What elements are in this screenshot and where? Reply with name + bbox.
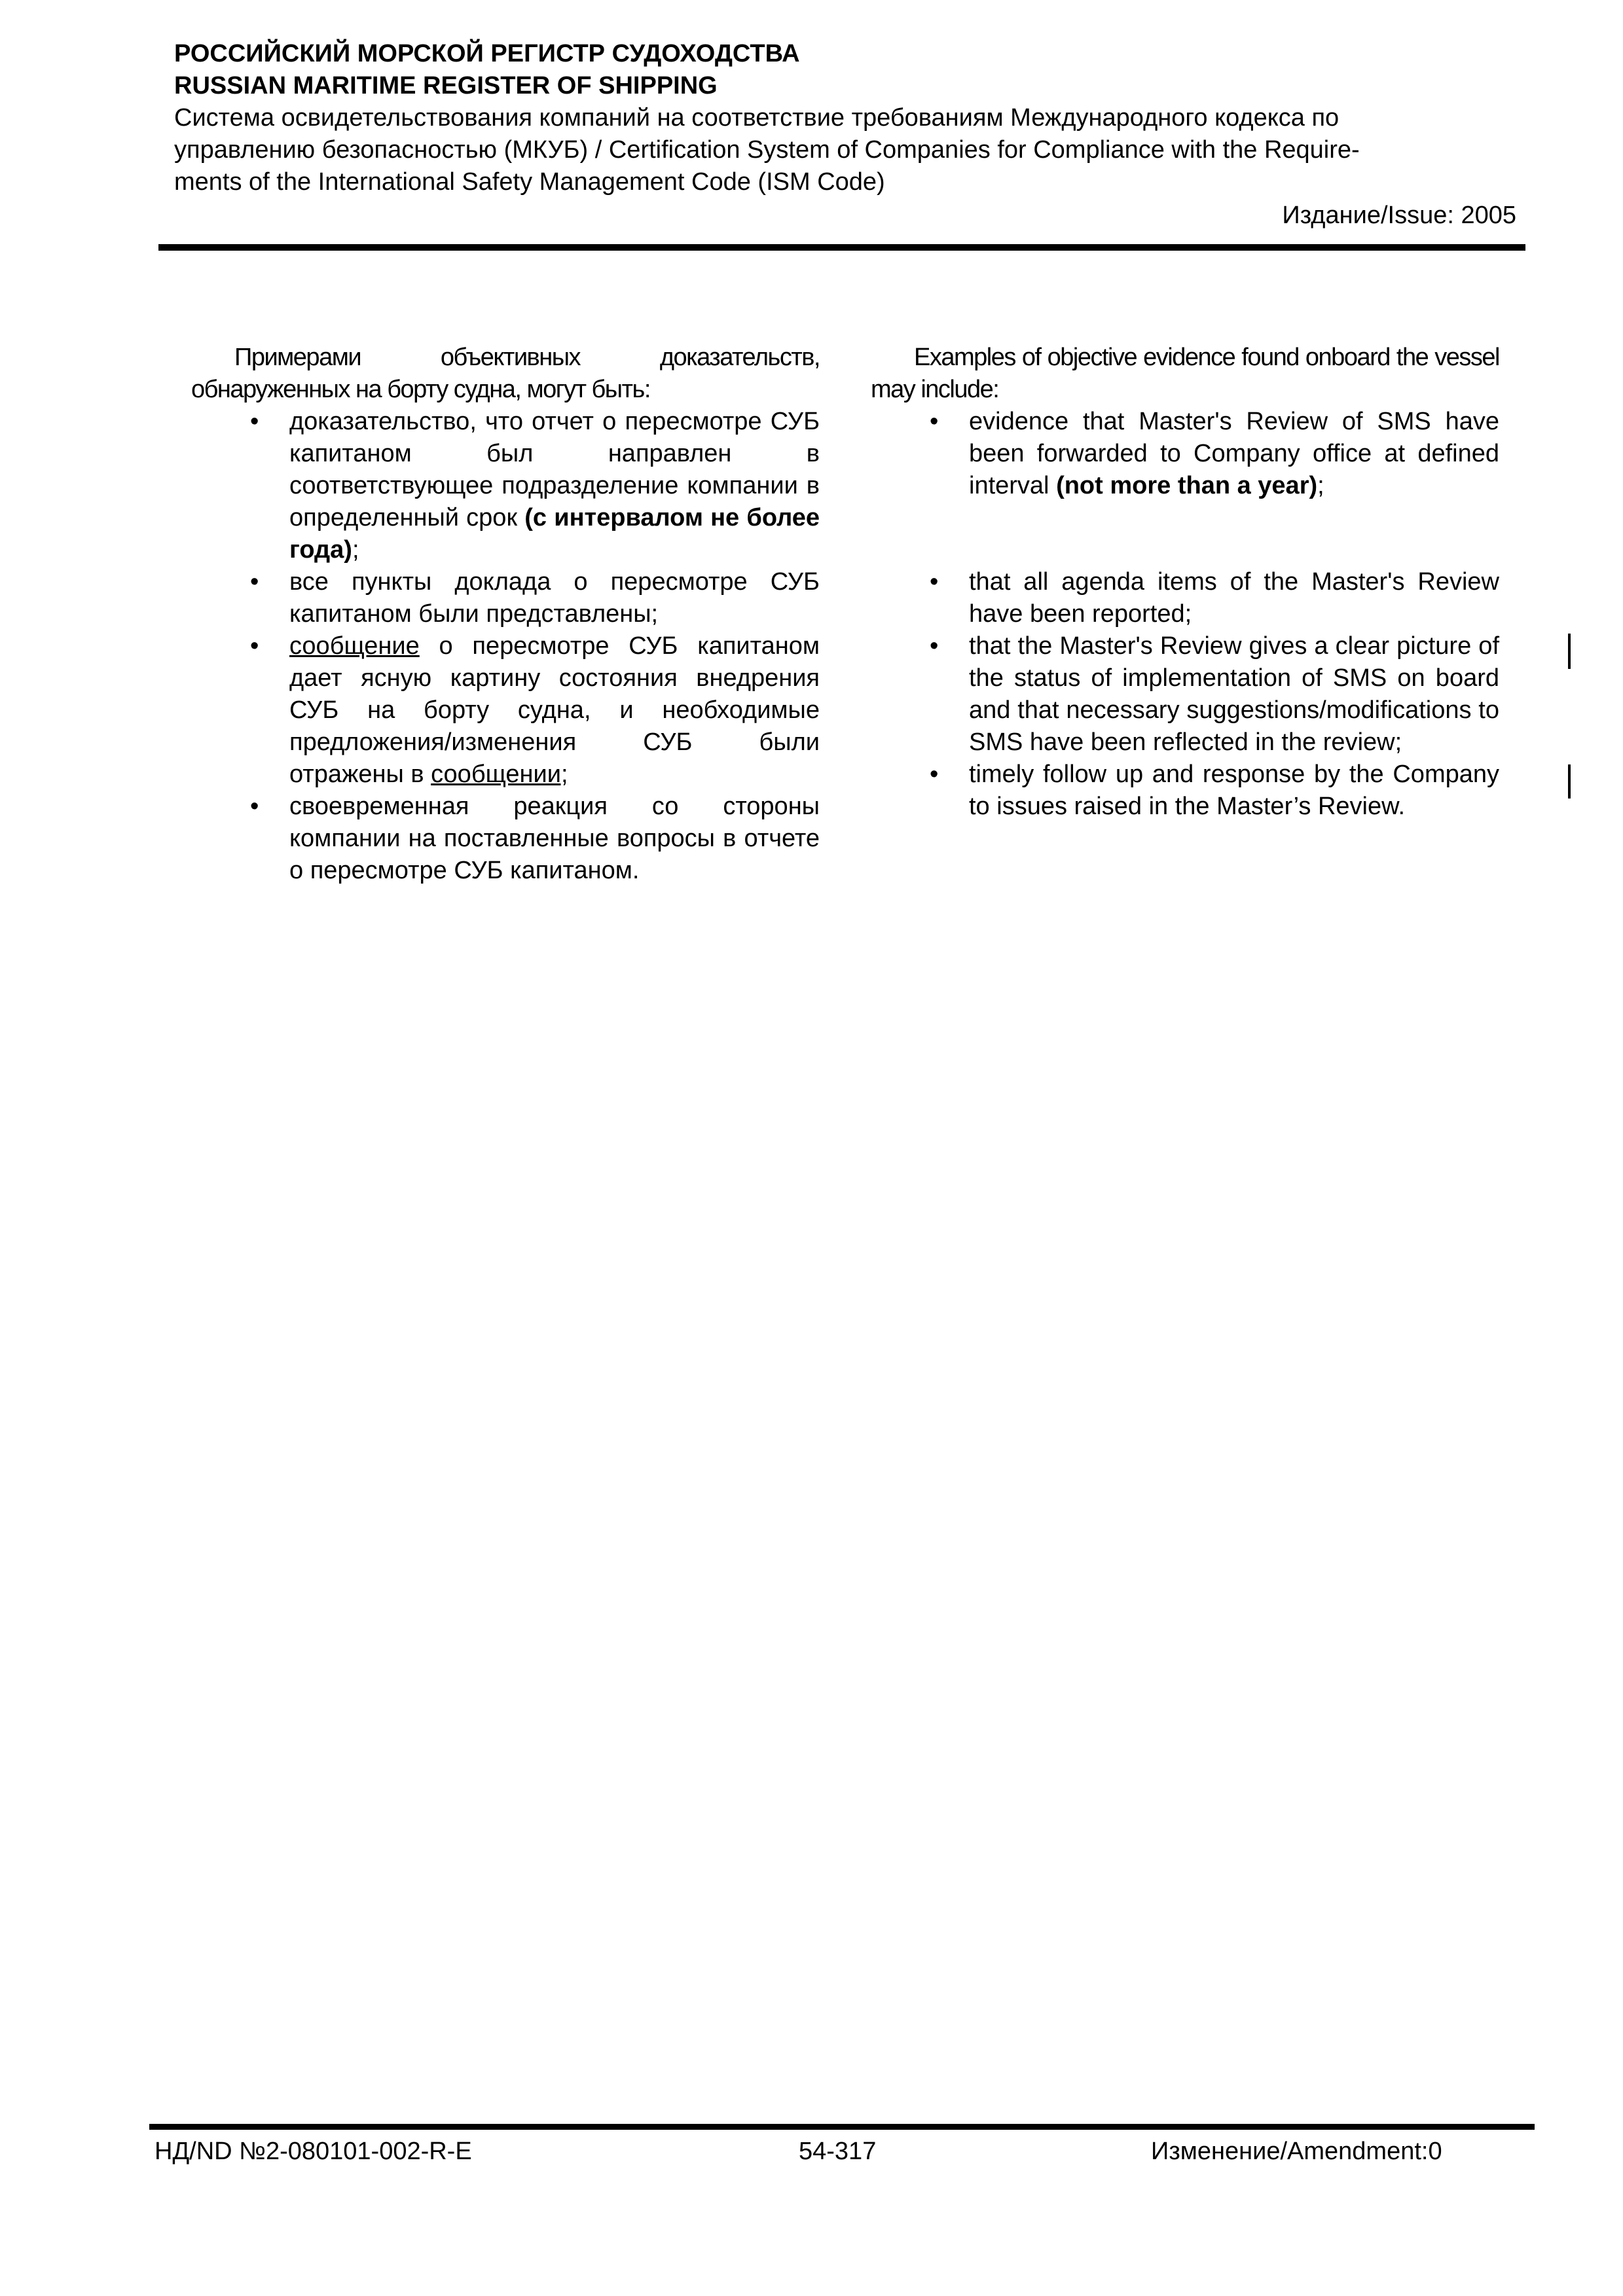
ru-intro: Примерами объективных доказательств, обнаруженных на борту судна, могут быть: (191, 344, 820, 403)
bullet-icon: • (250, 793, 259, 820)
en-list-spacer (871, 502, 1499, 566)
register-title-ru: РОССИЙСКИЙ МОРСКОЙ РЕГИСТР СУДОХОДСТВА (174, 40, 800, 67)
page-header (174, 38, 1516, 231)
bullet-icon: • (930, 761, 939, 788)
ru-item-3-underlined-end: сообщении; (431, 761, 568, 788)
ru-item-1-bold: (с интервалом не более года) (289, 504, 820, 564)
header-divider (158, 244, 1525, 251)
ru-item-3-text: о пересмотре СУБ капитаном дает ясную картину состояния внедрения СУБ на борту судна, и необходимые предложения/изменения СУБ были отражены в (289, 632, 820, 788)
ru-item-1-end: ; (352, 536, 359, 564)
page-number: 54-317 (799, 2138, 877, 2165)
ru-evidence-list (191, 406, 820, 887)
ru-item-3-underlined-word: сообщение (289, 632, 420, 660)
english-column (871, 342, 1499, 823)
en-item-2-text: that all agenda items of the Master's Review have been reported; (969, 568, 1499, 628)
en-evidence-list (871, 406, 1499, 823)
ru-list-item-1 (191, 406, 820, 566)
system-title-line-1: Система освидетельствования компаний на соответствие требованиям Международного кодекса по (174, 104, 1340, 132)
en-item-4-text: timely follow up and response by the Company to issues raised in the Master’s Review. (969, 761, 1499, 820)
en-item-3-text: that the Master's Review gives a clear picture of the status of implementation of SMS on board and that necessary suggestions/modifications to SMS have been reflected in the review; (969, 632, 1499, 756)
ru-item-2-text: все пункты доклада о пересмотре СУБ капитаном были представлены; (289, 568, 820, 628)
bullet-icon: • (250, 408, 259, 435)
en-intro: Examples of objective evidence found onboard the vessel may include: (871, 344, 1499, 403)
issue-label: Издание/Issue: 2005 (1282, 202, 1516, 229)
bullet-icon: • (930, 632, 939, 660)
bullet-icon: • (250, 568, 259, 596)
en-list-item-4 (871, 759, 1499, 823)
ru-list-item-3 (191, 630, 820, 791)
en-item-1-bold: (not more than a year) (1056, 472, 1318, 499)
document-number: НД/ND №2-080101-002-R-E (155, 2138, 472, 2165)
en-list-item-1 (871, 406, 1499, 502)
en-item-1-text: evidence that Master's Review of SMS have been forwarded to Company office at defined interval (969, 408, 1499, 499)
en-list-item-3 (871, 630, 1499, 759)
ru-item-4-text: своевременная реакция со стороны компании на поставленные вопросы в отчете о пересмотре СУБ капитаном. (289, 793, 820, 884)
ru-list-item-2 (191, 566, 820, 630)
amendment-label: Изменение/Amendment:0 (1151, 2138, 1442, 2165)
ru-list-item-4 (191, 791, 820, 887)
revision-change-bar (1568, 634, 1571, 669)
bullet-icon: • (930, 568, 939, 596)
footer-divider (149, 2124, 1535, 2130)
en-item-1-end: ; (1317, 472, 1324, 499)
bullet-icon: • (250, 632, 259, 660)
system-title-line-2: управлению безопасностью (МКУБ) / Certification System of Companies for Compliance with the Require- (174, 136, 1360, 164)
register-title-en: RUSSIAN MARITIME REGISTER OF SHIPPING (174, 72, 718, 99)
en-list-item-2 (871, 566, 1499, 630)
ru-item-1-text: доказательство, что отчет о пересмотре СУБ капитаном был направлен в соответствующее подразделение компании в определенный срок (289, 408, 820, 531)
system-title-line-3: ments of the International Safety Management Code (ISM Code) (174, 168, 885, 196)
russian-column (191, 342, 820, 887)
revision-change-bar (1568, 764, 1571, 798)
bullet-icon: • (930, 408, 939, 435)
